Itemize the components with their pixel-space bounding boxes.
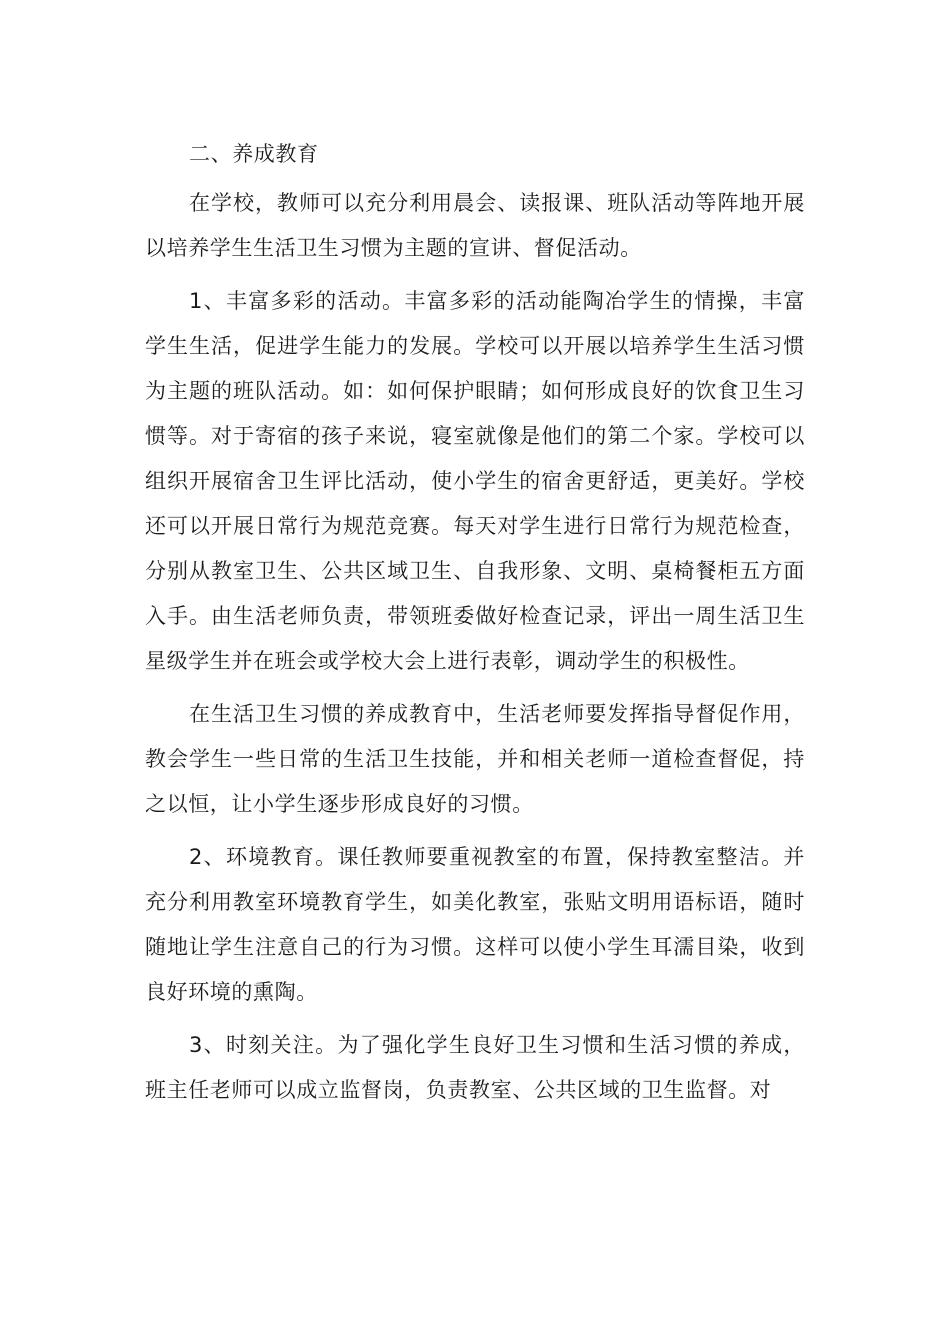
paragraph-activities: 1、丰富多彩的活动。丰富多彩的活动能陶冶学生的情操，丰富学生生活，促进学生能力的发展。学校可以开展以培养学生生活习惯为主题的班队活动。如：如何保护眼睛；如何形成良好的饮食卫生习惯等。对于寄宿的孩子来说，寝室就像是他们的第二个家。学校可以组织开展宿舍卫生评比活动，使小学生的宿舍更舒适，更美好。学校还可以开展日常行为规范竞赛。每天对学生进行日常行为规范检查，分别从教室卫生、公共区域卫生、自我形象、文明、桌椅餐柜五方面入手。由生活老师负责，带领班委做好检查记录，评出一周生活卫生星级学生并在班会或学校大会上进行表彰，调动学生的积极性。 [145, 289, 805, 673]
paragraph-intro: 在学校，教师可以充分利用晨会、读报课、班队活动等阵地开展以培养学生生活卫生习惯为主题的宣讲、督促活动。 [145, 191, 805, 260]
section-heading: 二、养成教育 [189, 142, 319, 166]
paragraph-environment: 2、环境教育。课任教师要重视教室的布置，保持教室整洁。并充分利用教室环境教育学生，如美化教室，张贴文明用语标语，随时随地让学生注意自己的行为习惯。这样可以使小学生耳濡目染，收到良好环境的熏陶。 [145, 845, 805, 1004]
paragraph-life-teacher: 在生活卫生习惯的养成教育中，生活老师要发挥指导督促作用，教会学生一些日常的生活卫生技能，并和相关老师一道检查督促，持之以恒，让小学生逐步形成良好的习惯。 [145, 702, 805, 816]
paragraph-attention: 3、时刻关注。为了强化学生良好卫生习惯和生活习惯的养成，班主任老师可以成立监督岗，负责教室、公共区域的卫生监督。对 [145, 1033, 805, 1102]
document-body [145, 132, 805, 1121]
